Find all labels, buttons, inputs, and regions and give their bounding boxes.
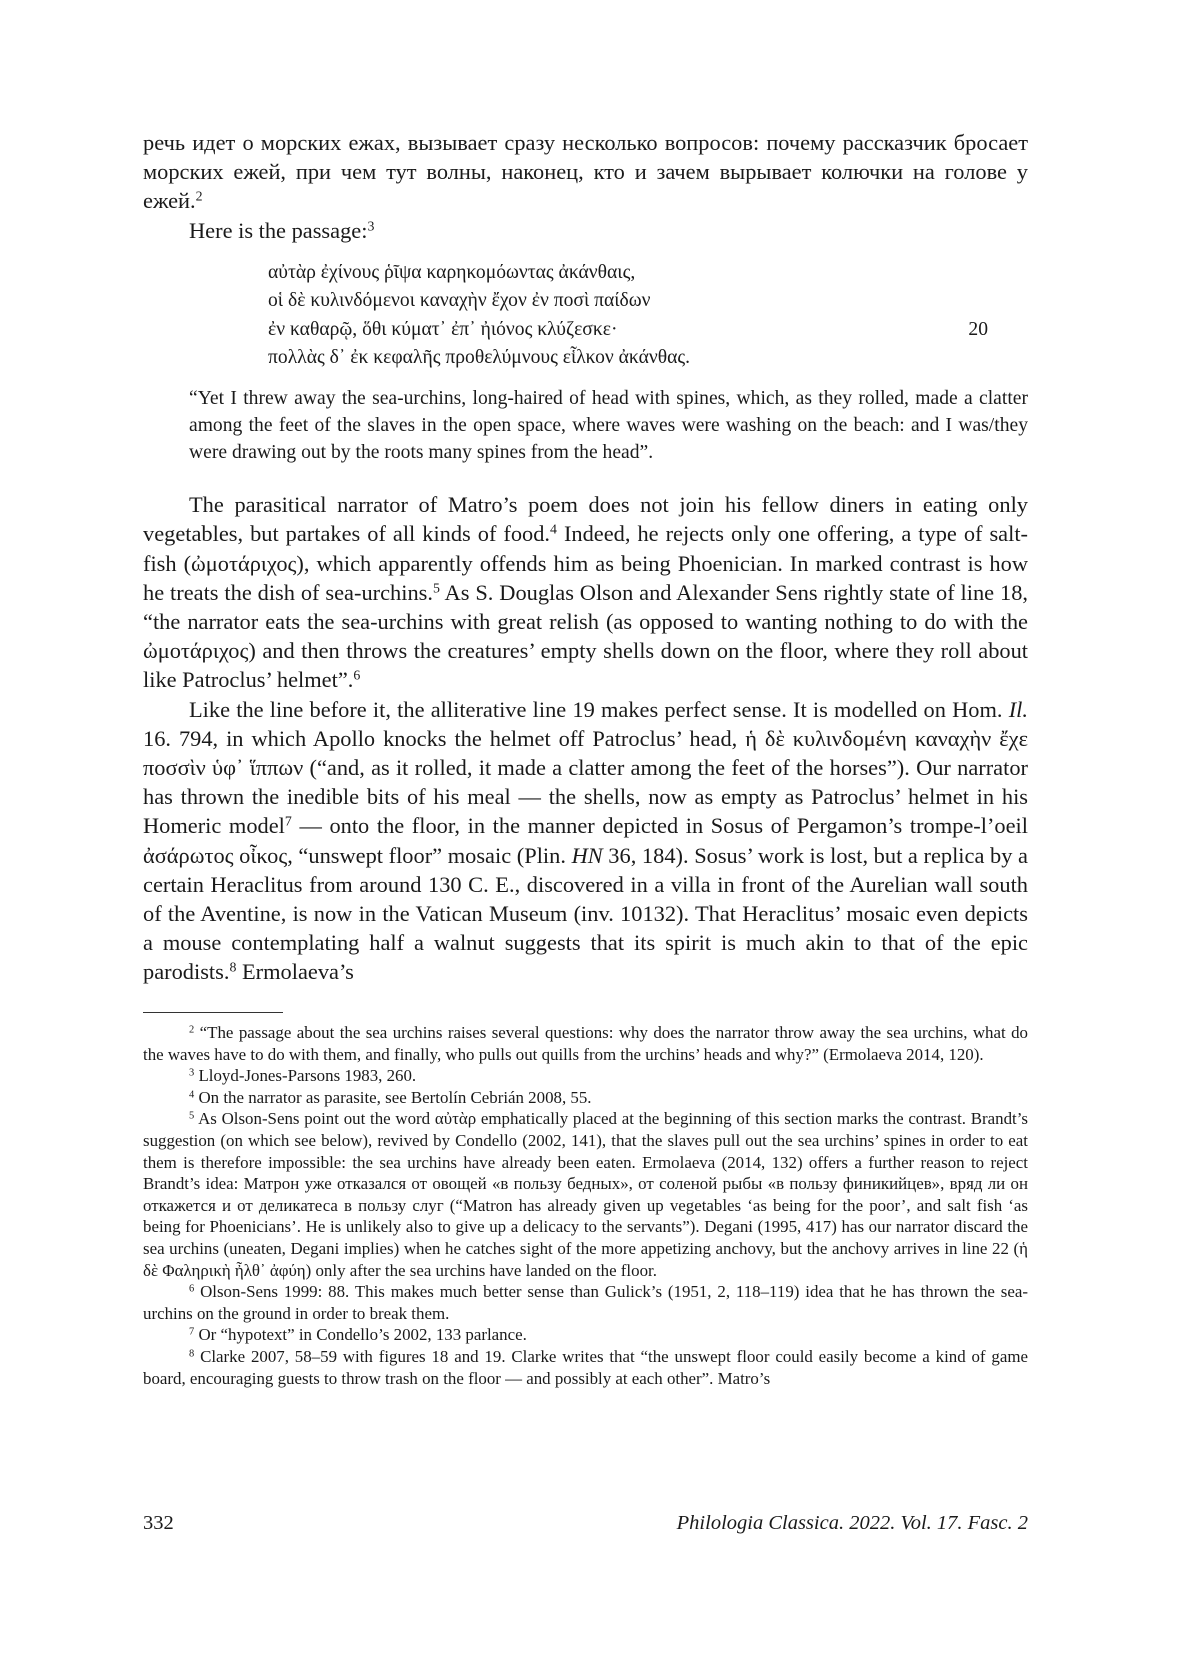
footnote-divider	[143, 1012, 283, 1013]
verse-line-number: 20	[968, 318, 988, 340]
body-text	[143, 128, 1028, 245]
footnote-5: $^5$ As Olson-Sens point out the word αὐτὰρ emphatically placed at the beginning of this section marks the contrast. Brandt’s suggestion (on which see below), revived by Condello (2002, 141), that the slaves pull out the sea urchins’ spines in order to eat them is therefore impossible: the sea urchins have already been eaten. Ermolaeva (2014, 132) offers a further reason to reject Brandt’s idea: Матрон уже отказался от овощей «в пользу бедных», от соленой рыбы «в пользу финикийцев», вряд ли он откажется и от деликатеса в пользу слуг (“Matron has already given up vegetables ‘as being for the poor’, and salt fish ‘as being for Phoenicians’. He is unlikely also to give up a delicacy to the servants”). Degani (1995, 417) has our narrator discard the sea urchins (uneaten, Degani implies) when he catches sight of the more appetizing anchovy, but the anchovy arrives in line 22 (ἡ δὲ Φαληρικὴ ἦλθ᾽ ἀφύη) only after the sea urchins have landed on the floor.	[143, 1109, 1028, 1280]
footnotes	[143, 1022, 1028, 1389]
greek-verse	[268, 259, 1028, 373]
journal-citation: Philologia Classica. 2022. Vol. 17. Fasc. 2	[676, 1512, 1028, 1534]
footnote-6: $^6$ Olson-Sens 1999: 88. This makes much better sense than Gulick’s (1951, 2, 118–119) idea that he has thrown the sea-urchins on the ground in order to break them.	[143, 1282, 1028, 1323]
footnote-2: $^2$ “The passage about the sea urchins raises several questions: why does the narrator throw away the sea urchins, what do the waves have to do with them, and finally, who pulls out quills from the urchins’ heads and why?” (Ermolaeva 2014, 120).	[143, 1023, 1028, 1064]
verse-line: ἐν καθαρῷ, ὅθι κύματ᾽ ἐπ᾽ ἠιόνος κλύζεσκε· 20	[268, 316, 1028, 344]
paragraph-passage-intro: Here is the passage:$^3$	[189, 217, 375, 243]
footnote-ref-7: 7	[284, 814, 292, 830]
verse-line: αὐτὰρ ἐχίνους ῥῖψα καρηκομόωντας ἀκάνθαις,	[268, 261, 636, 283]
main-text-block	[143, 128, 1028, 987]
footnote-7: $^7$ Or “hypotext” in Condello’s 2002, 133 parlance.	[189, 1325, 527, 1345]
page-number: 332	[143, 1512, 174, 1534]
footnote-4: $^4$ On the narrator as parasite, see Bertolín Cebrián 2008, 55.	[189, 1087, 592, 1107]
footnote-8: $^8$ Clarke 2007, 58–59 with figures 18 and 19. Clarke writes that “the unswept floor could easily become a kind of game board, encouraging guests to throw trash on the floor — and possibly at each other”. Matro’s	[143, 1346, 1028, 1388]
paragraph-parasitical-narrator: The parasitical narrator of Matro’s poem does not join his fellow diners in eating only vegetables, but partakes of all kinds of food.$^4$ Indeed, he rejects only one offering, a type of salt-fish (ὠμοτάριχος), which apparently offends him as being Phoenician. In marked contrast is how he treats the dish of sea-urchins.$^5$ As S. Douglas Olson and Alexander Sens rightly state of line 18, “the narrator eats the sea-urchins with great relish (as opposed to wanting nothing to do with the ὠμοτάριχος) and then throws the creatures’ empty shells down on the floor, where they roll about like Patroclus’ helmet”.$^6$	[143, 492, 1029, 693]
footnote-ref-5: 5	[432, 581, 440, 597]
footnote-ref-2: 2	[195, 189, 203, 205]
verse-line: οἱ δὲ κυλινδόμενοι καναχὴν ἔχον ἐν ποσὶ παίδων	[268, 290, 651, 312]
verse-line: πολλὰς δ᾽ ἐκ κεφαλῆς προθελύμνους εἷλκον ἀκάνθας.	[268, 347, 691, 369]
footnote-ref-8: 8	[229, 960, 237, 976]
footnote-ref-3: 3	[367, 218, 375, 234]
footnote-ref-6: 6	[353, 668, 361, 684]
page-footer	[143, 1512, 1028, 1535]
footnote-ref-4: 4	[550, 522, 557, 538]
verse-translation: “Yet I threw away the sea-urchins, long-haired of head with spines, which, as they rolled, made a clatter among the feet of the slaves in the open space, where waves were washing on the beach: and I was/they were drawing out by the roots many spines from the head”.	[189, 388, 1028, 463]
paragraph-alliterative-line: Like the line before it, the alliterative line 19 makes perfect sense. It is modelled on Hom. Il. 16. 794, in which Apollo knocks the helmet off Patroclus’ head, ἡ δὲ κυλινδομένη καναχὴν ἔχε ποσσὶν ὑφ᾽ ἵππων (“and, as it rolled, it made a clatter among the feet of the horses”). Our narrator has thrown the inedible bits of his meal — the shells, now as empty as Patroclus’ helmet in his Homeric model$^7$ — onto the floor, in the manner depicted in Sosus of Pergamon’s trompe-l’oeil ἀσάρωτος οἶκος, “unswept floor” mosaic (Plin. HN 36, 184). Sosus’ work is lost, but a replica by a certain Heraclitus from around 130 C. E., discovered in a villa in front of the Aurelian wall south of the Aventine, is now in the Vatican Museum (inv. 10132). That Heraclitus’ mosaic even depicts a mouse contemplating half a walnut suggests that its spirit is much akin to that of the epic parodists.$^8$ Ermolaeva’s	[143, 696, 1028, 985]
footnote-3: $^3$ Lloyd-Jones-Parsons 1983, 260.	[189, 1066, 417, 1086]
paragraph-intro: речь идет о морских ежах, вызывает сразу несколько вопросов: почему рассказчик бросает морских ежей, при чем тут волны, наконец, кто и зачем вырывает колючки на голове у ежей.$^2$	[143, 130, 1028, 214]
body-text-continued	[143, 490, 1028, 986]
